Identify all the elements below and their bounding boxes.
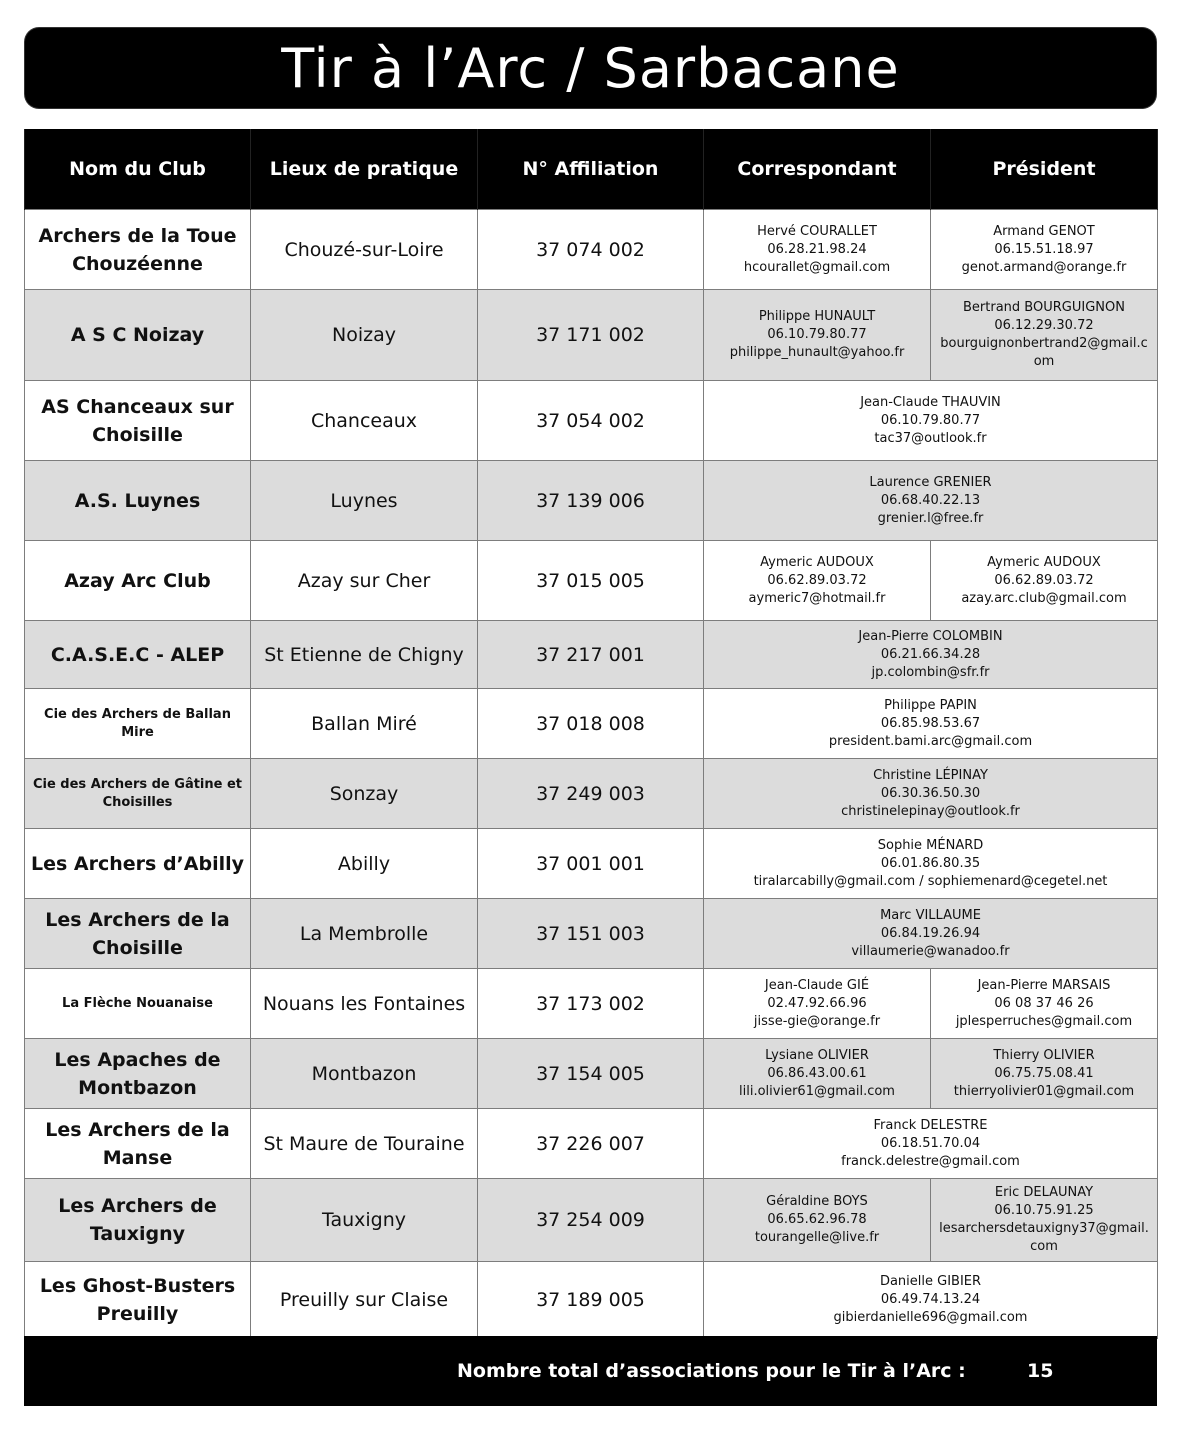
header-president: Président: [931, 129, 1158, 210]
title-banner: [25, 28, 1156, 108]
correspondant-contact: [710, 554, 924, 608]
place-cell: [251, 759, 478, 829]
practice-place: La Membrolle: [299, 922, 429, 945]
shared-contact: [710, 628, 1151, 682]
contact-phone: 02.47.92.66.96: [767, 995, 867, 1011]
correspondant-cell: [704, 1179, 931, 1262]
place-cell: [251, 829, 478, 899]
place-cell: [251, 689, 478, 759]
table-row: [25, 1039, 1158, 1109]
table-row: [25, 829, 1158, 899]
contact-name: Lysiane OLIVIER: [765, 1047, 869, 1063]
contact-phone: 06.28.21.98.24: [767, 241, 867, 257]
correspondant-cell: [704, 290, 931, 381]
contact-name: Laurence GRENIER: [869, 474, 992, 490]
place-cell: [251, 290, 478, 381]
affiliation-cell: [478, 759, 704, 829]
club-name: Les Archers de la Choisille: [45, 908, 230, 959]
contact-email: lili.olivier61@gmail.com: [739, 1083, 895, 1099]
table-row: [25, 1262, 1158, 1339]
table-row: [25, 689, 1158, 759]
contact-name: Armand GENOT: [993, 223, 1095, 239]
affiliation-number: 37 217 001: [536, 643, 645, 666]
shared-cell: [704, 1262, 1158, 1339]
shared-contact: [710, 907, 1151, 961]
club-name: C.A.S.E.C - ALEP: [50, 643, 225, 666]
table-row: [25, 899, 1158, 969]
club-name: Les Archers de la Manse: [45, 1118, 230, 1169]
contact-name: Thierry OLIVIER: [993, 1047, 1095, 1063]
contact-email: villaumerie@wanadoo.fr: [851, 943, 1010, 959]
contact-phone: 06.86.43.00.61: [767, 1065, 867, 1081]
place-cell: [251, 969, 478, 1039]
contact-email: jp.colombin@sfr.fr: [871, 664, 990, 680]
shared-contact: [710, 1273, 1151, 1327]
contact-email: tourangelle@live.fr: [754, 1230, 880, 1245]
clubs-table: [24, 129, 1158, 1339]
shared-cell: [704, 829, 1158, 899]
place-cell: [251, 210, 478, 290]
shared-contact: [710, 1117, 1151, 1171]
place-cell: [251, 381, 478, 461]
table-row: [25, 759, 1158, 829]
contact-phone: 06.15.51.18.97: [994, 241, 1094, 257]
contact-name: Marc VILLAUME: [880, 907, 981, 923]
table-body: [25, 210, 1158, 1339]
president-cell: [931, 541, 1158, 621]
contact-email: gibierdanielle696@gmail.com: [833, 1310, 1028, 1325]
president-contact: [937, 299, 1151, 371]
club-cell: [25, 541, 251, 621]
practice-place: Chouzé-sur-Loire: [284, 238, 444, 261]
shared-cell: [704, 1109, 1158, 1179]
contact-email: tiralarcabilly@gmail.com / sophiemenard@cegetel.net: [753, 873, 1108, 889]
shared-cell: [704, 621, 1158, 689]
contact-phone: 06.01.86.80.35: [880, 855, 981, 871]
affiliation-cell: [478, 461, 704, 541]
contact-phone: 06.65.62.96.78: [767, 1212, 867, 1227]
practice-place: Ballan Miré: [311, 712, 417, 735]
club-cell: [25, 1039, 251, 1109]
contact-email: grenier.l@free.fr: [877, 510, 984, 526]
affiliation-number: 37 171 002: [536, 324, 645, 346]
shared-cell: [704, 461, 1158, 541]
contact-phone: 06.62.89.03.72: [767, 572, 867, 588]
practice-place: Chanceaux: [310, 409, 418, 432]
affiliation-cell: [478, 1109, 704, 1179]
table-row: [25, 1179, 1158, 1262]
place-cell: [251, 621, 478, 689]
club-name: Les Archers de Tauxigny: [58, 1195, 217, 1245]
club-cell: [25, 461, 251, 541]
practice-place: Abilly: [337, 852, 391, 875]
affiliation-number: 37 074 002: [536, 238, 645, 261]
header-place: Lieux de pratique: [251, 129, 478, 210]
footer-bar: [24, 1336, 1157, 1406]
practice-place: Luynes: [330, 489, 398, 512]
president-contact: [937, 554, 1151, 608]
shared-cell: [704, 381, 1158, 461]
contact-name: Franck DELESTRE: [873, 1117, 988, 1133]
contact-name: Bertrand BOURGUIGNON: [963, 300, 1125, 315]
club-cell: [25, 210, 251, 290]
table-row: [25, 461, 1158, 541]
affiliation-number: 37 151 003: [536, 922, 645, 945]
shared-cell: [704, 899, 1158, 969]
club-name: Cie des Archers de Gâtine et Choisilles: [32, 776, 243, 810]
contact-name: Danielle GIBIER: [879, 1274, 982, 1289]
place-cell: [251, 1262, 478, 1339]
correspondant-contact: [710, 223, 924, 277]
practice-place: Tauxigny: [321, 1209, 406, 1231]
practice-place: Preuilly sur Claise: [279, 1289, 449, 1311]
correspondant-contact: [710, 1193, 924, 1247]
club-cell: [25, 759, 251, 829]
contact-name: Sophie MÉNARD: [877, 837, 984, 853]
president-cell: [931, 210, 1158, 290]
correspondant-cell: [704, 1039, 931, 1109]
practice-place: St Etienne de Chigny: [264, 643, 464, 666]
affiliation-cell: [478, 210, 704, 290]
club-name: AS Chanceaux sur Choisille: [41, 395, 234, 446]
shared-contact: [710, 474, 1151, 528]
table-row: [25, 1109, 1158, 1179]
affiliation-cell: [478, 1039, 704, 1109]
contact-name: Philippe HUNAULT: [758, 309, 876, 324]
contact-email: bourguignonbertrand2@gmail.com: [940, 336, 1148, 369]
place-cell: [251, 1039, 478, 1109]
practice-place: Noizay: [332, 324, 396, 346]
contact-name: Jean-Claude GIÉ: [764, 977, 870, 993]
contact-phone: 06.18.51.70.04: [880, 1135, 981, 1151]
contact-name: Eric DELAUNAY: [994, 1185, 1094, 1200]
president-contact: [937, 1184, 1151, 1256]
contact-email: christinelepinay@outlook.fr: [841, 803, 1020, 819]
affiliation-cell: [478, 621, 704, 689]
affiliation-number: 37 173 002: [536, 992, 645, 1015]
affiliation-number: 37 254 009: [536, 1209, 645, 1231]
footer-label: Nombre total d’associations pour le Tir à l’Arc :: [457, 1360, 966, 1382]
affiliation-number: 37 226 007: [536, 1132, 645, 1155]
practice-place: Sonzay: [329, 782, 399, 805]
club-name: Les Archers d’Abilly: [31, 852, 245, 875]
contact-name: Jean-Claude THAUVIN: [860, 394, 1001, 410]
club-name: Cie des Archers de Ballan Mire: [44, 706, 231, 740]
table-row: [25, 969, 1158, 1039]
header-affiliation: N° Affiliation: [478, 129, 704, 210]
club-cell: [25, 829, 251, 899]
shared-contact: [710, 697, 1151, 751]
contact-email: philippe_hunault@yahoo.fr: [729, 345, 905, 360]
contact-name: Christine LÉPINAY: [873, 767, 988, 783]
club-cell: [25, 1179, 251, 1262]
contact-name: Jean-Pierre COLOMBIN: [858, 628, 1003, 644]
practice-place: Montbazon: [311, 1062, 417, 1085]
contact-phone: 06.10.79.80.77: [880, 412, 981, 428]
president-contact: [937, 223, 1151, 277]
affiliation-cell: [478, 290, 704, 381]
table-row: [25, 621, 1158, 689]
shared-cell: [704, 759, 1158, 829]
affiliation-number: 37 015 005: [536, 569, 645, 592]
club-name: Les Ghost-Busters Preuilly: [39, 1275, 236, 1325]
club-cell: [25, 899, 251, 969]
contact-email: aymeric7@hotmail.fr: [748, 590, 886, 606]
contact-email: genot.armand@orange.fr: [961, 259, 1127, 275]
affiliation-number: 37 189 005: [536, 1289, 645, 1311]
correspondant-cell: [704, 541, 931, 621]
club-name: A S C Noizay: [70, 324, 205, 346]
contact-email: thierryolivier01@gmail.com: [953, 1083, 1135, 1099]
correspondant-contact: [710, 308, 924, 362]
contact-phone: 06.85.98.53.67: [880, 715, 981, 731]
club-cell: [25, 290, 251, 381]
contact-phone: 06 08 37 46 26: [994, 995, 1094, 1011]
president-contact: [937, 1047, 1151, 1101]
club-name: Azay Arc Club: [64, 569, 211, 592]
contact-phone: 06.10.79.80.77: [767, 327, 867, 342]
contact-phone: 06.84.19.26.94: [880, 925, 981, 941]
correspondant-contact: [710, 1047, 924, 1101]
contact-name: Aymeric AUDOUX: [987, 554, 1101, 570]
shared-cell: [704, 689, 1158, 759]
practice-place: Azay sur Cher: [297, 569, 431, 592]
affiliation-cell: [478, 1262, 704, 1339]
affiliation-number: 37 139 006: [536, 489, 645, 512]
contact-phone: 06.62.89.03.72: [994, 572, 1094, 588]
contact-email: lesarchersdetauxigny37@gmail.com: [939, 1221, 1149, 1254]
correspondant-cell: [704, 210, 931, 290]
affiliation-cell: [478, 381, 704, 461]
contact-phone: 06.49.74.13.24: [880, 1292, 981, 1307]
club-name: La Flèche Nouanaise: [62, 995, 213, 1011]
contact-phone: 06.12.29.30.72: [994, 318, 1094, 333]
president-contact: [937, 977, 1151, 1031]
contact-email: jisse-gie@orange.fr: [753, 1013, 881, 1029]
club-cell: [25, 381, 251, 461]
contact-email: jplesperruches@gmail.com: [955, 1013, 1133, 1029]
affiliation-number: 37 054 002: [536, 409, 645, 432]
place-cell: [251, 899, 478, 969]
contact-name: Géraldine BOYS: [766, 1194, 868, 1209]
correspondant-contact: [710, 977, 924, 1031]
header-correspondant: Correspondant: [704, 129, 931, 210]
affiliation-cell: [478, 689, 704, 759]
contact-email: president.bami.arc@gmail.com: [828, 733, 1033, 749]
contact-name: Aymeric AUDOUX: [760, 554, 874, 570]
contact-name: Hervé COURALLET: [757, 223, 877, 239]
table-header-row: [25, 129, 1158, 210]
page-title: Tir à l’Arc / Sarbacane: [281, 36, 900, 100]
club-cell: [25, 1109, 251, 1179]
table-row: [25, 290, 1158, 381]
contact-name: Philippe PAPIN: [884, 697, 977, 713]
contact-phone: 06.10.75.91.25: [994, 1203, 1094, 1218]
header-club: Nom du Club: [25, 129, 251, 210]
contact-phone: 06.30.36.50.30: [880, 785, 981, 801]
affiliation-number: 37 018 008: [536, 712, 645, 735]
affiliation-number: 37 154 005: [536, 1062, 645, 1085]
club-name: A.S. Luynes: [74, 489, 201, 512]
shared-contact: [710, 837, 1151, 891]
affiliation-number: 37 001 001: [536, 852, 645, 875]
contact-phone: 06.68.40.22.13: [880, 492, 981, 508]
footer-total: 15: [1027, 1360, 1054, 1382]
place-cell: [251, 1109, 478, 1179]
club-name: Archers de la Toue Chouzéenne: [38, 224, 237, 275]
place-cell: [251, 461, 478, 541]
affiliation-cell: [478, 541, 704, 621]
club-cell: [25, 621, 251, 689]
affiliation-cell: [478, 829, 704, 899]
affiliation-cell: [478, 969, 704, 1039]
president-cell: [931, 1039, 1158, 1109]
affiliation-cell: [478, 899, 704, 969]
table-row: [25, 210, 1158, 290]
place-cell: [251, 541, 478, 621]
affiliation-number: 37 249 003: [536, 782, 645, 805]
shared-contact: [710, 767, 1151, 821]
affiliation-cell: [478, 1179, 704, 1262]
contact-email: hcourallet@gmail.com: [743, 259, 891, 275]
table-row: [25, 541, 1158, 621]
contact-name: Jean-Pierre MARSAIS: [977, 977, 1111, 993]
contact-phone: 06.75.75.08.41: [994, 1065, 1094, 1081]
club-cell: [25, 689, 251, 759]
club-name: Les Apaches de Montbazon: [54, 1048, 221, 1099]
club-cell: [25, 1262, 251, 1339]
contact-email: franck.delestre@gmail.com: [841, 1153, 1020, 1169]
president-cell: [931, 969, 1158, 1039]
practice-place: St Maure de Touraine: [263, 1132, 465, 1155]
place-cell: [251, 1179, 478, 1262]
contact-email: tac37@outlook.fr: [874, 430, 987, 446]
table-row: [25, 381, 1158, 461]
president-cell: [931, 290, 1158, 381]
contact-email: azay.arc.club@gmail.com: [961, 590, 1127, 606]
contact-phone: 06.21.66.34.28: [880, 646, 981, 662]
president-cell: [931, 1179, 1158, 1262]
club-cell: [25, 969, 251, 1039]
practice-place: Nouans les Fontaines: [262, 992, 466, 1015]
shared-contact: [710, 394, 1151, 448]
correspondant-cell: [704, 969, 931, 1039]
